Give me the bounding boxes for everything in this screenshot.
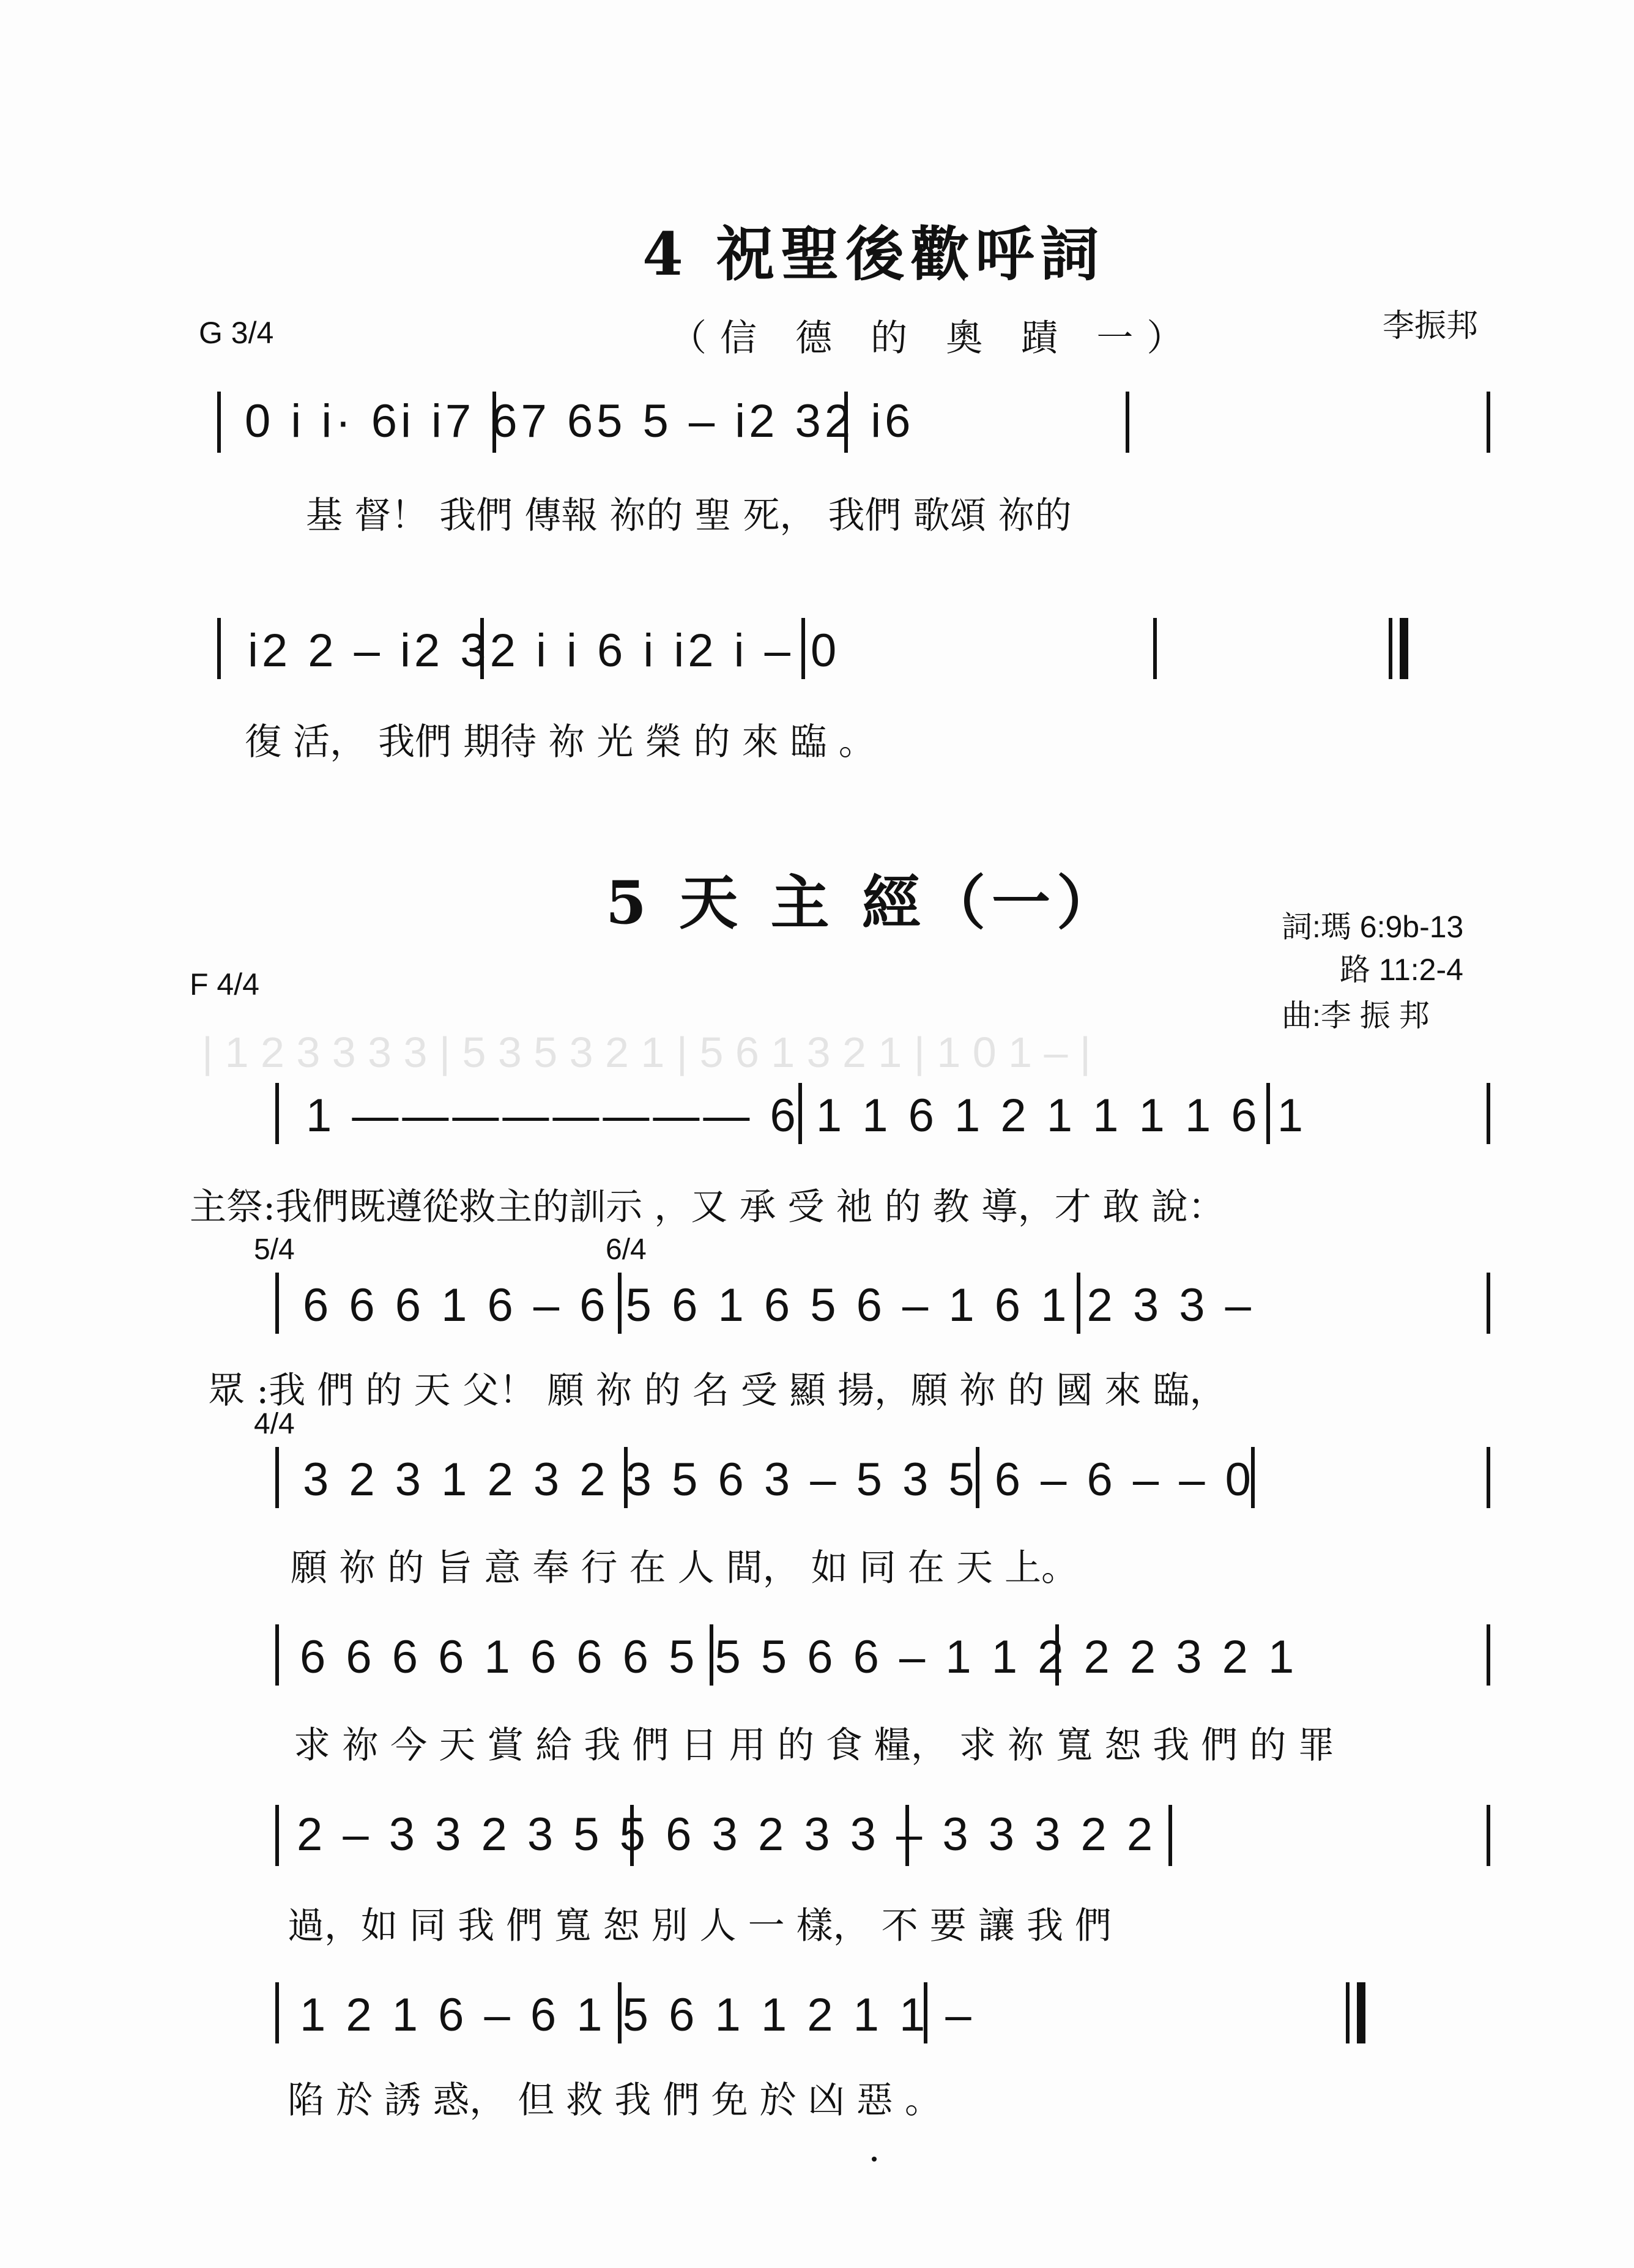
- song1-title: 4 祝聖後歡呼詞: [642, 220, 1105, 289]
- song2-line2-lyrics: 眾 :我 們 的 天 父！ 願 祢 的 名 受 顯 揚，願 祢 的 國 來 臨，: [208, 1369, 1227, 1412]
- song2-credit-music: 曲:李 振 邦: [1282, 998, 1430, 1033]
- barline: [1487, 1083, 1490, 1144]
- speck: [872, 2157, 877, 2162]
- song1-line1-notes: 0 i i· 6i i7 67 65 5 – i2 32 i6: [245, 395, 915, 447]
- song2-line6-notes: 1 2 1 6 – 6 1 5 6 1 1 2 1 1 –: [300, 1989, 975, 2041]
- song1-key: G 3/4: [199, 316, 274, 350]
- song1-line1-lyrics: 基 督！ 我們 傳報 祢的 聖 死， 我們 歌頌 祢的: [306, 494, 1072, 537]
- barline: [275, 1447, 279, 1508]
- barline: [275, 1273, 279, 1334]
- song1-line2-lyrics: 復 活， 我們 期待 祢 光 榮 的 來 臨 。: [245, 721, 875, 764]
- barline: [1487, 1273, 1490, 1334]
- barline: [275, 1982, 279, 2043]
- barline: [1487, 1447, 1490, 1508]
- barline: [1487, 1805, 1490, 1866]
- barline: [1153, 618, 1157, 679]
- final-barline-thick: [1357, 1982, 1365, 2043]
- barline: [217, 618, 221, 679]
- final-barline: [1389, 618, 1392, 679]
- song1-composer: 李振邦: [1383, 308, 1479, 344]
- song2-line3-notes: 3 2 3 1 2 3 2 3 5 6 3 – 5 3 5 6 – 6 – – 0: [303, 1454, 1255, 1506]
- song2-credit-lyrics: 詞:瑪 6:9b-13: [1282, 910, 1464, 944]
- time-signature: 5/4: [254, 1233, 295, 1266]
- barline: [1487, 1624, 1490, 1686]
- song2-line1-notes: 1 ———————— 6 1 1 6 1 2 1 1 1 1 6 1: [306, 1090, 1307, 1142]
- time-signature: 4/4: [254, 1408, 295, 1440]
- song2-line4-lyrics: 求 祢 今 天 賞 給 我 們 日 用 的 食 糧， 求 祢 寬 恕 我 們 的 罪: [294, 1724, 1335, 1767]
- song2-line2-notes: 6 6 6 1 6 – 6 5 6 1 6 5 6 – 1 6 1 2 3 3 –: [303, 1279, 1255, 1331]
- barline: [217, 392, 221, 453]
- song2-line6-lyrics: 陷 於 誘 惑， 但 救 我 們 免 於 凶 惡 。: [288, 2079, 941, 2122]
- song1-subtitle: （信 德 的 奧 蹟 一）: [670, 317, 1197, 360]
- song2-line5-lyrics: 過，如 同 我 們 寬 恕 別 人 一 樣， 不 要 讓 我 們: [288, 1905, 1112, 1947]
- song2-line5-notes: 2 – 3 3 2 3 5 5 6 3 2 3 3 – 3 3 3 2 2: [297, 1809, 1157, 1861]
- final-barline-thick: [1400, 618, 1408, 679]
- barline: [1487, 392, 1490, 453]
- song1-line2-notes: i2 2 – i2 32 i i 6 i i2 i – 0: [248, 625, 841, 677]
- song2-credit-lyrics-2: 路 11:2-4: [1340, 953, 1463, 987]
- barline: [275, 1083, 279, 1144]
- song2-line1-lyrics: 主祭:我們既遵從救主的訓示 ，又 承 受 祂 的 教 導，才 敢 說：: [190, 1186, 1225, 1229]
- barline: [1126, 392, 1129, 453]
- song2-title: 5 天 主 經（一）: [606, 868, 1122, 937]
- final-barline: [1346, 1982, 1350, 2043]
- song2-line4-notes: 6 6 6 6 1 6 6 6 5 5 5 6 6 – 1 1 2 2 2 3 2 1: [300, 1631, 1298, 1683]
- barline: [275, 1805, 279, 1866]
- barline: [275, 1624, 279, 1686]
- time-signature: 6/4: [606, 1233, 647, 1266]
- song2-line3-lyrics: 願 祢 的 旨 意 奉 行 在 人 間， 如 同 在 天 上。: [291, 1547, 1079, 1589]
- barline: [1168, 1805, 1172, 1866]
- song2-key: F 4/4: [190, 967, 259, 1002]
- bleed-through: | 1 2 3 3 3 3 | 5 3 5 3 2 1 | 5 6 1 3 2 1 | 1 0 1 – |: [202, 1028, 1091, 1076]
